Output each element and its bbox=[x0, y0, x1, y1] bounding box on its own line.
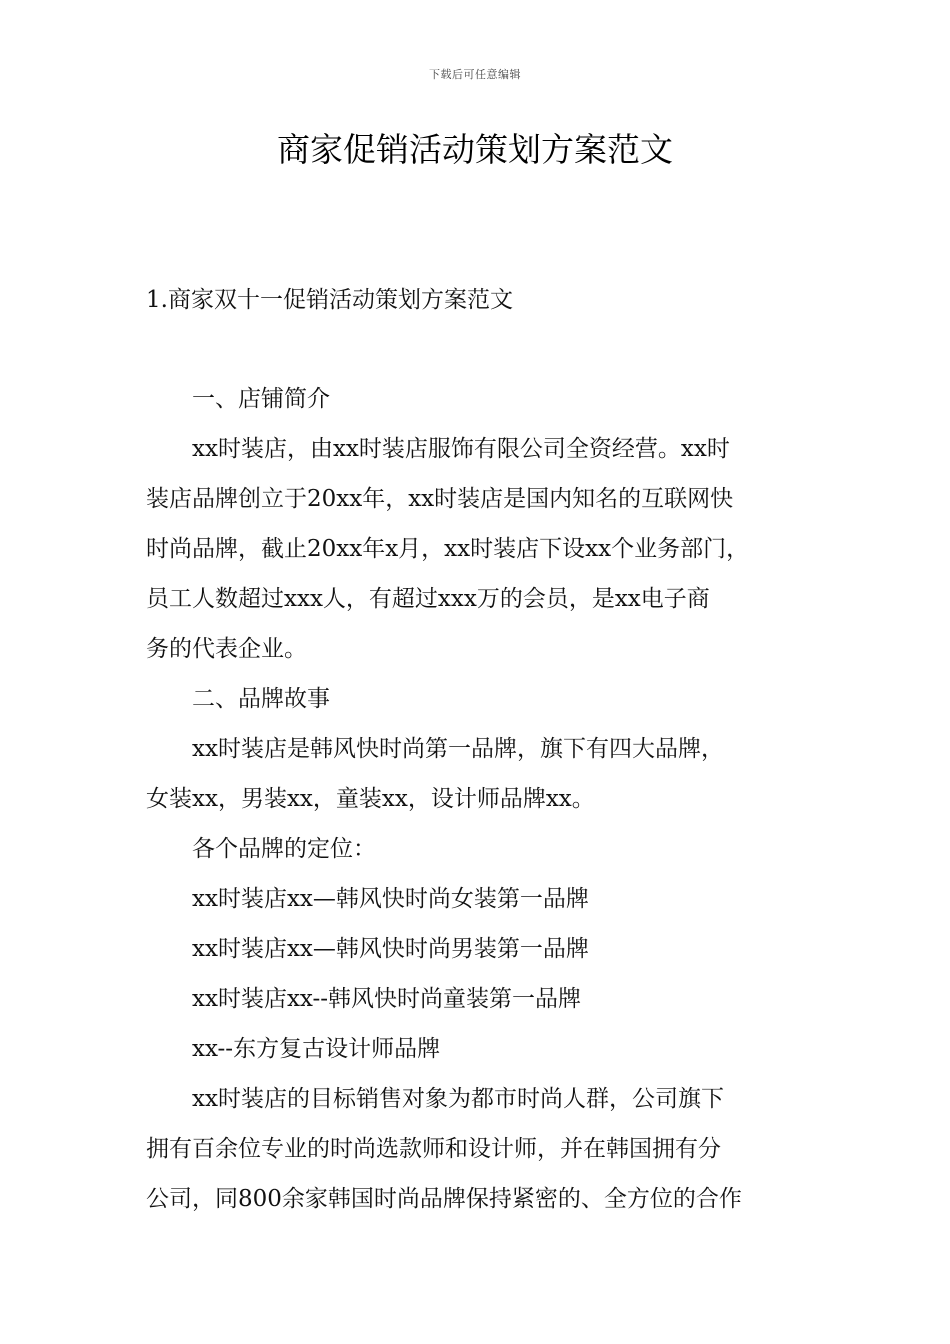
body-line: 员工人数超过xxx人，有超过xxx万的会员，是xx电子商 bbox=[146, 586, 710, 612]
page-header-note: 下载后可任意编辑 bbox=[429, 68, 521, 81]
body-line: xx时装店是韩风快时尚第一品牌，旗下有四大品牌， bbox=[192, 736, 724, 762]
body-line: 装店品牌创立于20xx年，xx时装店是国内知名的互联网快 bbox=[146, 486, 734, 512]
body-line: 务的代表企业。 bbox=[146, 636, 307, 662]
body-line: 公司，同800余家韩国时尚品牌保持紧密的、全方位的合作 bbox=[146, 1186, 742, 1212]
body-line: xx时装店的目标销售对象为都市时尚人群，公司旗下 bbox=[192, 1086, 724, 1112]
body-line: 女装xx，男装xx，童装xx，设计师品牌xx。 bbox=[146, 786, 595, 812]
body-line: 一、店铺简介 bbox=[192, 386, 330, 412]
document-title: 商家促销活动策划方案范文 bbox=[277, 130, 673, 169]
body-line: xx时装店xx--韩风快时尚童装第一品牌 bbox=[192, 986, 582, 1012]
body-line: 各个品牌的定位： bbox=[192, 836, 376, 862]
body-line: xx--东方复古设计师品牌 bbox=[192, 1036, 441, 1062]
section-heading: 1.商家双十一促销活动策划方案范文 bbox=[146, 287, 513, 313]
body-line: 二、品牌故事 bbox=[192, 686, 330, 712]
document-body bbox=[146, 374, 812, 1224]
body-line: 时尚品牌，截止20xx年x月，xx时装店下设xx个业务部门， bbox=[146, 536, 750, 562]
body-line: 拥有百余位专业的时尚选款师和设计师，并在韩国拥有分 bbox=[146, 1136, 721, 1162]
body-line: xx时装店xx—韩风快时尚女装第一品牌 bbox=[192, 886, 589, 912]
body-lines bbox=[146, 374, 812, 1224]
body-line: xx时装店xx—韩风快时尚男装第一品牌 bbox=[192, 936, 589, 962]
body-line: xx时装店，由xx时装店服饰有限公司全资经营。xx时 bbox=[192, 436, 730, 462]
